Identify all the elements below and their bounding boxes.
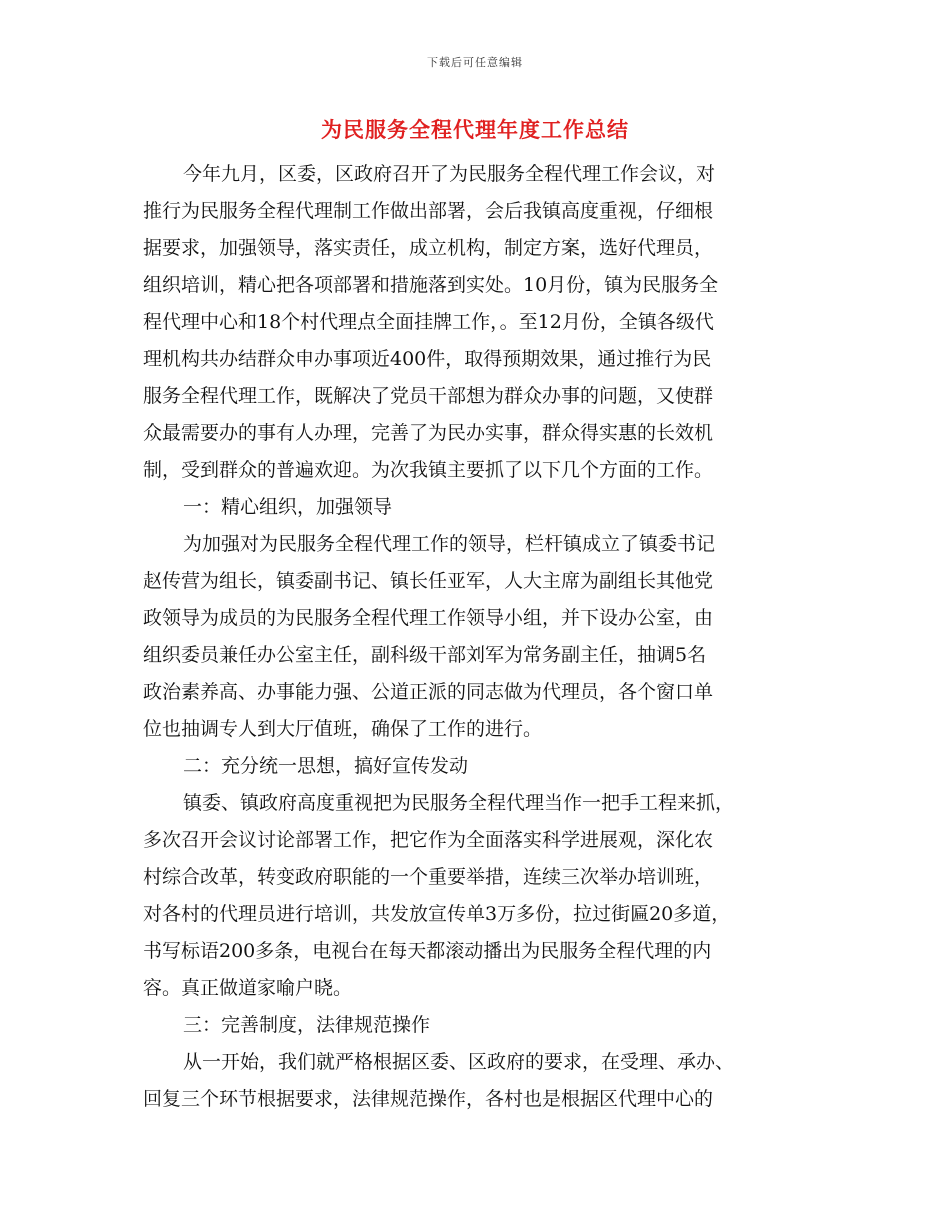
text-line: 理机构共办结群众申办事项近400件，取得预期效果，通过推行为民 [143,348,712,370]
header-note: 下载后可任意编辑 [427,56,523,69]
text-line: 据要求，加强领导，落实责任，成立机构，制定方案，选好代理员， [143,237,714,259]
text-line: 三：完善制度，法律规范操作 [183,1014,431,1036]
document-body [143,156,809,1118]
text-line: 众最需要办的事有人办理，完善了为民办实事，群众得实惠的长效机 [143,422,714,444]
text-line: 回复三个环节根据要求，法律规范操作，各村也是根据区代理中心的 [143,1088,714,1110]
text-line: 政领导为成员的为民服务全程代理工作领导小组，并下设办公室，由 [143,607,714,629]
text-line: 容。真正做道家喻户晓。 [143,977,353,999]
text-line: 书写标语200多条，电视台在每天都滚动播出为民服务全程代理的内 [143,940,712,962]
text-line: 多次召开会议讨论部署工作，把它作为全面落实科学进展观，深化农 [143,829,714,851]
text-line: 推行为民服务全程代理制工作做出部署，会后我镇高度重视，仔细根 [143,200,714,222]
text-line: 服务全程代理工作，既解决了党员干部想为群众办事的问题，又使群 [143,385,714,407]
text-line: 组织委员兼任办公室主任，副科级干部刘军为常务副主任，抽调5名 [143,644,707,666]
text-line: 一：精心组织，加强领导 [183,496,393,518]
text-line: 镇委、镇政府高度重视把为民服务全程代理当作一把手工程来抓， [183,792,735,814]
text-line: 今年九月，区委，区政府召开了为民服务全程代理工作会议，对 [183,163,716,185]
text-line: 位也抽调专人到大厅值班，确保了工作的进行。 [143,718,543,740]
text-line: 组织培训，精心把各项部署和措施落到实处。10月份，镇为民服务全 [143,274,719,296]
text-line: 赵传营为组长，镇委副书记、镇长任亚军，人大主席为副组长其他党 [143,570,714,592]
text-line: 程代理中心和18个村代理点全面挂牌工作，。至12月份，全镇各级代 [143,311,714,333]
document-title: 为民服务全程代理年度工作总结 [321,117,629,142]
text-line: 从一开始，我们就严格根据区委、区政府的要求，在受理、承办、 [183,1051,735,1073]
text-line: 二：充分统一思想，搞好宣传发动 [183,755,469,777]
text-line: 政治素养高、办事能力强、公道正派的同志做为代理员，各个窗口单 [143,681,714,703]
text-line: 村综合改革，转变政府职能的一个重要举措，连续三次举办培训班， [143,866,714,888]
text-line: 制，受到群众的普遍欢迎。为次我镇主要抓了以下几个方面的工作。 [143,459,714,481]
text-line: 对各村的代理员进行培训，共发放宣传单3万多份，拉过街匾20多道， [143,903,731,925]
text-line: 为加强对为民服务全程代理工作的领导，栏杆镇成立了镇委书记 [183,533,716,555]
